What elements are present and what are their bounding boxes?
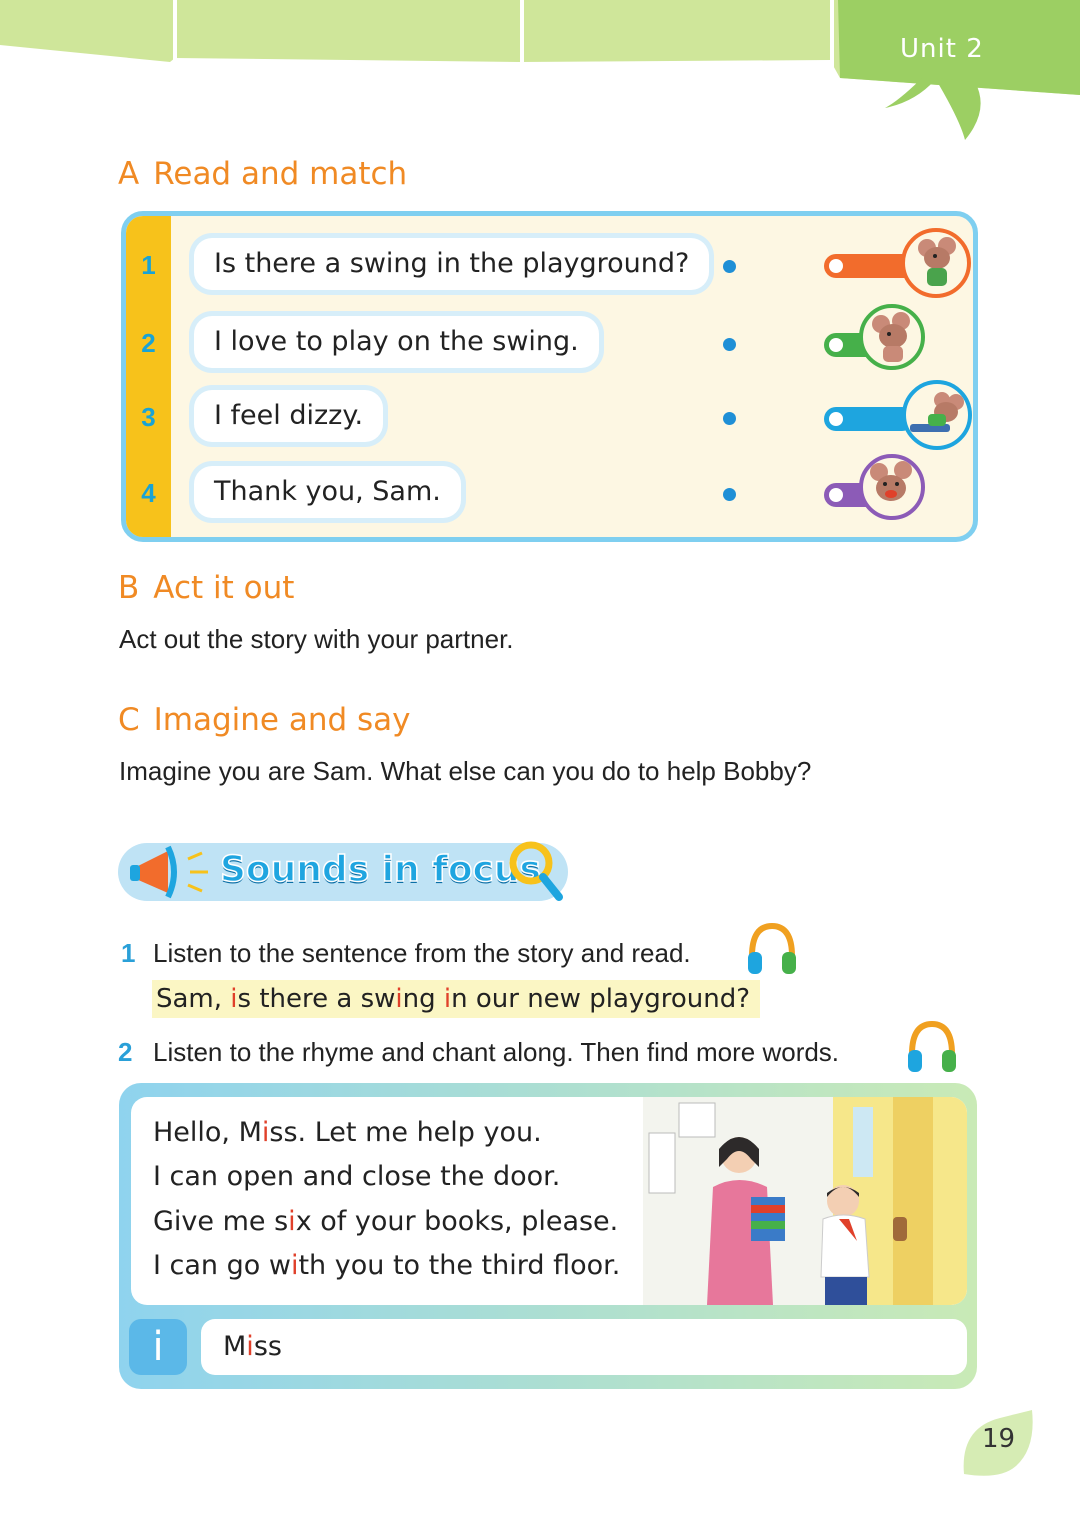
rhyme-box — [119, 1083, 977, 1389]
sentence-part: n our new playground? — [451, 984, 751, 1014]
info-icon: i — [129, 1319, 187, 1375]
match-dot-2[interactable] — [723, 338, 736, 351]
headphones-icon[interactable] — [744, 920, 800, 980]
word-text: ss — [253, 1331, 282, 1362]
sentence-part: ng — [402, 984, 444, 1014]
rhyme-text: I can open and close the door. — [153, 1161, 561, 1192]
tag-hole — [829, 259, 843, 273]
sentence-part: s there a sw — [237, 984, 396, 1014]
rhyme-line-1 — [153, 1117, 542, 1148]
rhyme-text: I can go w — [153, 1250, 291, 1281]
story-sentence — [152, 980, 760, 1018]
word-bank-word — [223, 1319, 282, 1375]
match-number-1: 1 — [141, 250, 156, 280]
bobby-avatar-2 — [859, 304, 925, 370]
bobby-avatar-3 — [902, 380, 972, 450]
step-1-instruction: Listen to the sentence from the story and read. — [153, 938, 691, 968]
match-dot-4[interactable] — [723, 488, 736, 501]
teacher-and-boy-illustration — [643, 1097, 967, 1305]
focus-letter: i — [246, 1331, 254, 1362]
rhyme-text: Hello, M — [153, 1117, 262, 1148]
section-b-title: Act it out — [153, 570, 295, 606]
word-bank-box — [201, 1319, 967, 1375]
tag-hole — [829, 488, 843, 502]
focus-letter: i — [443, 984, 452, 1014]
rhyme-card — [131, 1097, 967, 1305]
rhyme-line-2 — [153, 1161, 560, 1192]
read-and-match-panel — [121, 211, 978, 542]
tag-hole — [829, 412, 843, 426]
focus-letter: i — [288, 1206, 296, 1237]
match-dot-3[interactable] — [723, 412, 736, 425]
magnifier-icon — [503, 837, 573, 907]
match-tag-3[interactable] — [824, 407, 914, 431]
rhyme-line-3 — [153, 1206, 618, 1237]
match-sentence-3: I feel dizzy. — [194, 390, 383, 442]
focus-letter: i — [230, 984, 238, 1014]
section-a-title: Read and match — [153, 156, 408, 192]
rhyme-text: ss. Let me help you. — [269, 1117, 542, 1148]
rhyme-text: Give me s — [153, 1206, 289, 1237]
step-2-instruction: Listen to the rhyme and chant along. Then find more words. — [153, 1037, 840, 1067]
page-number: 19 — [982, 1424, 1016, 1454]
headphones-icon[interactable] — [904, 1018, 960, 1078]
section-c-instruction: Imagine you are Sam. What else can you do to help Bobby? — [119, 756, 812, 786]
tag-hole — [829, 338, 843, 352]
section-c-heading — [118, 702, 411, 738]
bobby-avatar-4 — [859, 454, 925, 520]
word-text: M — [223, 1331, 247, 1362]
section-c-title: Imagine and say — [153, 702, 411, 738]
match-sentence-4: Thank you, Sam. — [194, 466, 461, 518]
section-a-heading — [118, 156, 407, 192]
rhyme-text: th you to the third floor. — [298, 1250, 621, 1281]
match-number-4: 4 — [141, 478, 156, 508]
mouse-on-swing-icon — [906, 384, 968, 446]
section-b-letter: B — [118, 570, 140, 606]
section-b-heading — [118, 570, 294, 606]
match-number-2: 2 — [141, 328, 156, 358]
mouse-character-icon — [863, 458, 921, 516]
unit-label: Unit 2 — [900, 34, 984, 64]
bobby-avatar-1 — [901, 228, 971, 298]
megaphone-icon — [128, 837, 218, 907]
step-1-number: 1 — [121, 938, 136, 968]
match-sentence-2: I love to play on the swing. — [194, 316, 599, 368]
match-dot-1[interactable] — [723, 260, 736, 273]
match-sentence-1: Is there a swing in the playground? — [194, 238, 709, 290]
focus-letter: i — [290, 1250, 299, 1281]
mouse-character-icon — [905, 232, 967, 294]
section-a-letter: A — [118, 156, 140, 192]
section-b-instruction: Act out the story with your partner. — [119, 624, 514, 654]
section-c-letter: C — [118, 702, 140, 738]
sounds-title: Sounds in focus — [220, 849, 541, 890]
sentence-part: Sam, — [156, 984, 231, 1014]
focus-letter: i — [395, 984, 403, 1014]
rhyme-line-4 — [153, 1250, 620, 1281]
top-banner — [0, 0, 1080, 140]
sounds-in-focus-banner — [118, 843, 568, 901]
focus-letter: i — [261, 1117, 270, 1148]
mouse-character-icon — [863, 308, 921, 366]
rhyme-text: x of your books, please. — [295, 1206, 619, 1237]
match-number-3: 3 — [141, 402, 156, 432]
step-2-number: 2 — [118, 1037, 133, 1067]
